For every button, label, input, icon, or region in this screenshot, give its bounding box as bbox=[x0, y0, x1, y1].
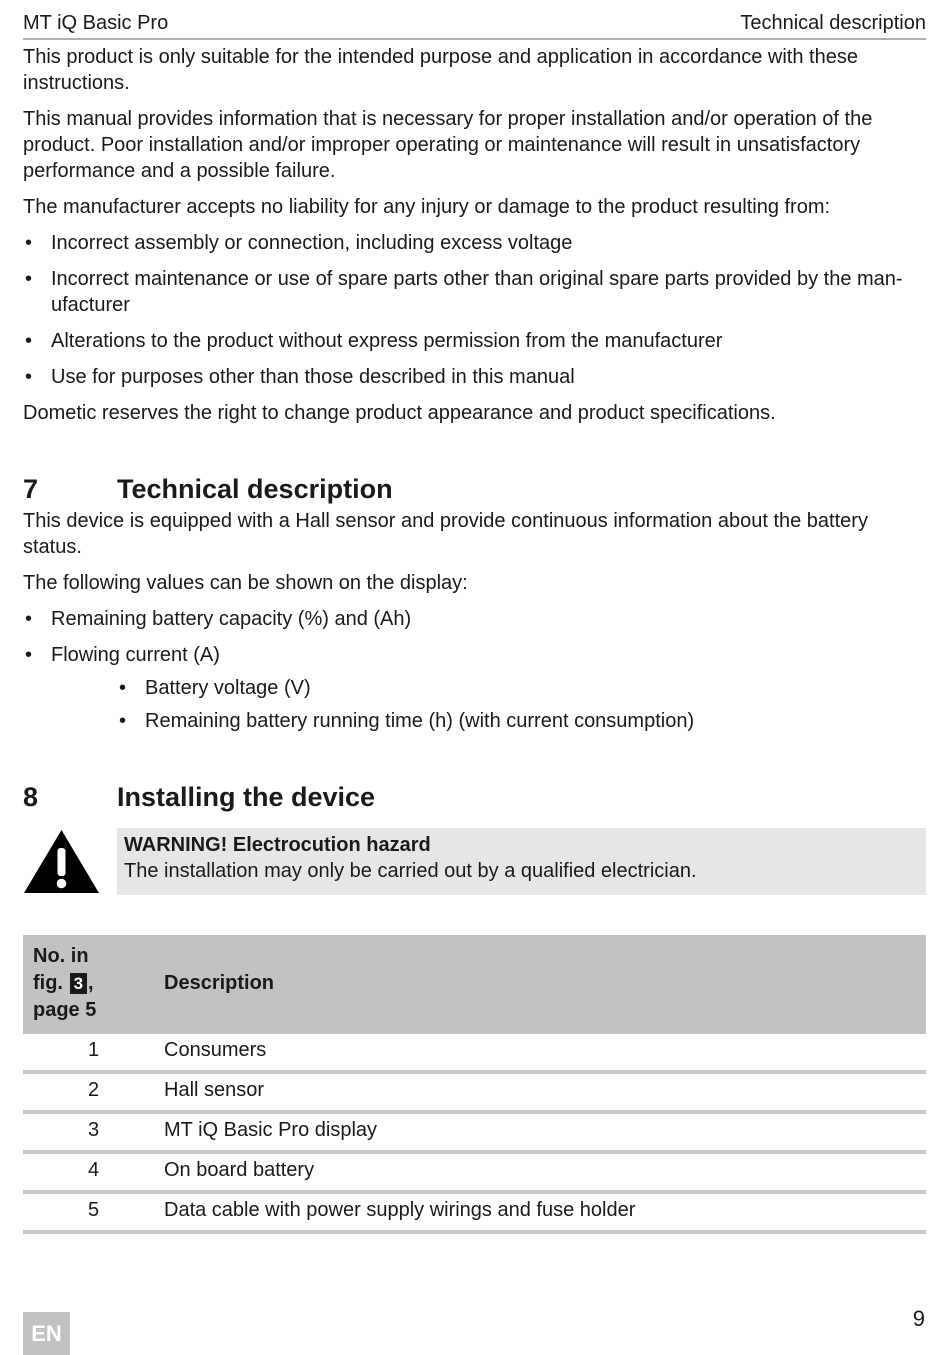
table-row bbox=[23, 1034, 926, 1072]
row-description: MT iQ Basic Pro display bbox=[154, 1112, 926, 1152]
section-7-heading bbox=[23, 472, 926, 506]
display-values-sublist bbox=[117, 675, 926, 734]
warning-triangle-icon bbox=[23, 828, 117, 895]
row-description: On board battery bbox=[154, 1152, 926, 1192]
warning-block bbox=[23, 828, 926, 895]
section-number: 8 bbox=[23, 782, 39, 812]
warning-title: WARNING! Electrocution hazard bbox=[124, 834, 431, 856]
table-row bbox=[23, 1072, 926, 1112]
section-title: Installing the device bbox=[117, 782, 376, 812]
warning-text: The installation may only be carried out by a qualified electrician. bbox=[124, 860, 697, 882]
list-item: • Remaining battery running time (h) (with current consumption) bbox=[117, 708, 926, 734]
header-section-name: Technical description bbox=[740, 11, 926, 34]
column-header-description: Description bbox=[164, 972, 275, 994]
section-7-paragraph-1: This device is equipped with a Hall sensor and provide continuous information about the battery status. bbox=[23, 510, 868, 558]
warning-box bbox=[117, 828, 926, 895]
list-item: • Incorrect assembly or connection, including excess voltage bbox=[23, 230, 926, 256]
page-content bbox=[23, 44, 926, 1234]
table-header-row bbox=[23, 935, 926, 1034]
row-description: Consumers bbox=[154, 1034, 926, 1072]
list-item: • Remaining battery capacity (%) and (Ah) bbox=[23, 606, 926, 632]
list-item: • Use for purposes other than those described in this manual bbox=[23, 364, 926, 390]
list-item: • Battery voltage (V) bbox=[117, 675, 926, 701]
page-header bbox=[23, 8, 926, 40]
section-8-heading bbox=[23, 780, 926, 814]
section-title: Technical description bbox=[117, 474, 393, 504]
intro-paragraph-4: Dometic reserves the right to change product appearance and product specifications. bbox=[23, 402, 776, 424]
row-description: Hall sensor bbox=[154, 1072, 926, 1112]
figure-reference-badge: 3 bbox=[70, 973, 87, 994]
row-number: 5 bbox=[23, 1192, 154, 1232]
section-7-paragraph-2: The following values can be shown on the display: bbox=[23, 572, 468, 594]
intro-paragraph-3: The manufacturer accepts no liability for any injury or damage to the product resulting from: bbox=[23, 196, 831, 218]
component-table bbox=[23, 935, 926, 1234]
header-product-name: MT iQ Basic Pro bbox=[23, 11, 169, 34]
page-number: 9 bbox=[912, 1306, 925, 1331]
column-header-number: No. in fig. 3 , page 5 bbox=[33, 945, 97, 1021]
list-item: • Incorrect maintenance or use of spare parts other than original spare parts provided by the man-ufacturer bbox=[23, 266, 926, 318]
table-row bbox=[23, 1192, 926, 1232]
display-values-list bbox=[23, 606, 926, 668]
table-row bbox=[23, 1152, 926, 1192]
list-item: • Alterations to the product without express permission from the manufacturer bbox=[23, 328, 926, 354]
table-row bbox=[23, 1112, 926, 1152]
row-number: 2 bbox=[23, 1072, 154, 1112]
language-badge: EN bbox=[23, 1312, 70, 1355]
section-number: 7 bbox=[23, 474, 39, 504]
intro-paragraph-2: This manual provides information that is necessary for proper installation and/or operation of the product. Poor installation and/or improper operating or maintenance will result in unsatisfactory performance and a possible failure. bbox=[23, 108, 873, 182]
row-description: Data cable with power supply wirings and fuse holder bbox=[154, 1192, 926, 1232]
list-item: • Flowing current (A) bbox=[23, 642, 926, 668]
intro-paragraph-1: This product is only suitable for the intended purpose and application in accordance with these instructions. bbox=[23, 46, 858, 94]
row-number: 1 bbox=[23, 1034, 154, 1072]
row-number: 4 bbox=[23, 1152, 154, 1192]
row-number: 3 bbox=[23, 1112, 154, 1152]
liability-list bbox=[23, 230, 926, 390]
